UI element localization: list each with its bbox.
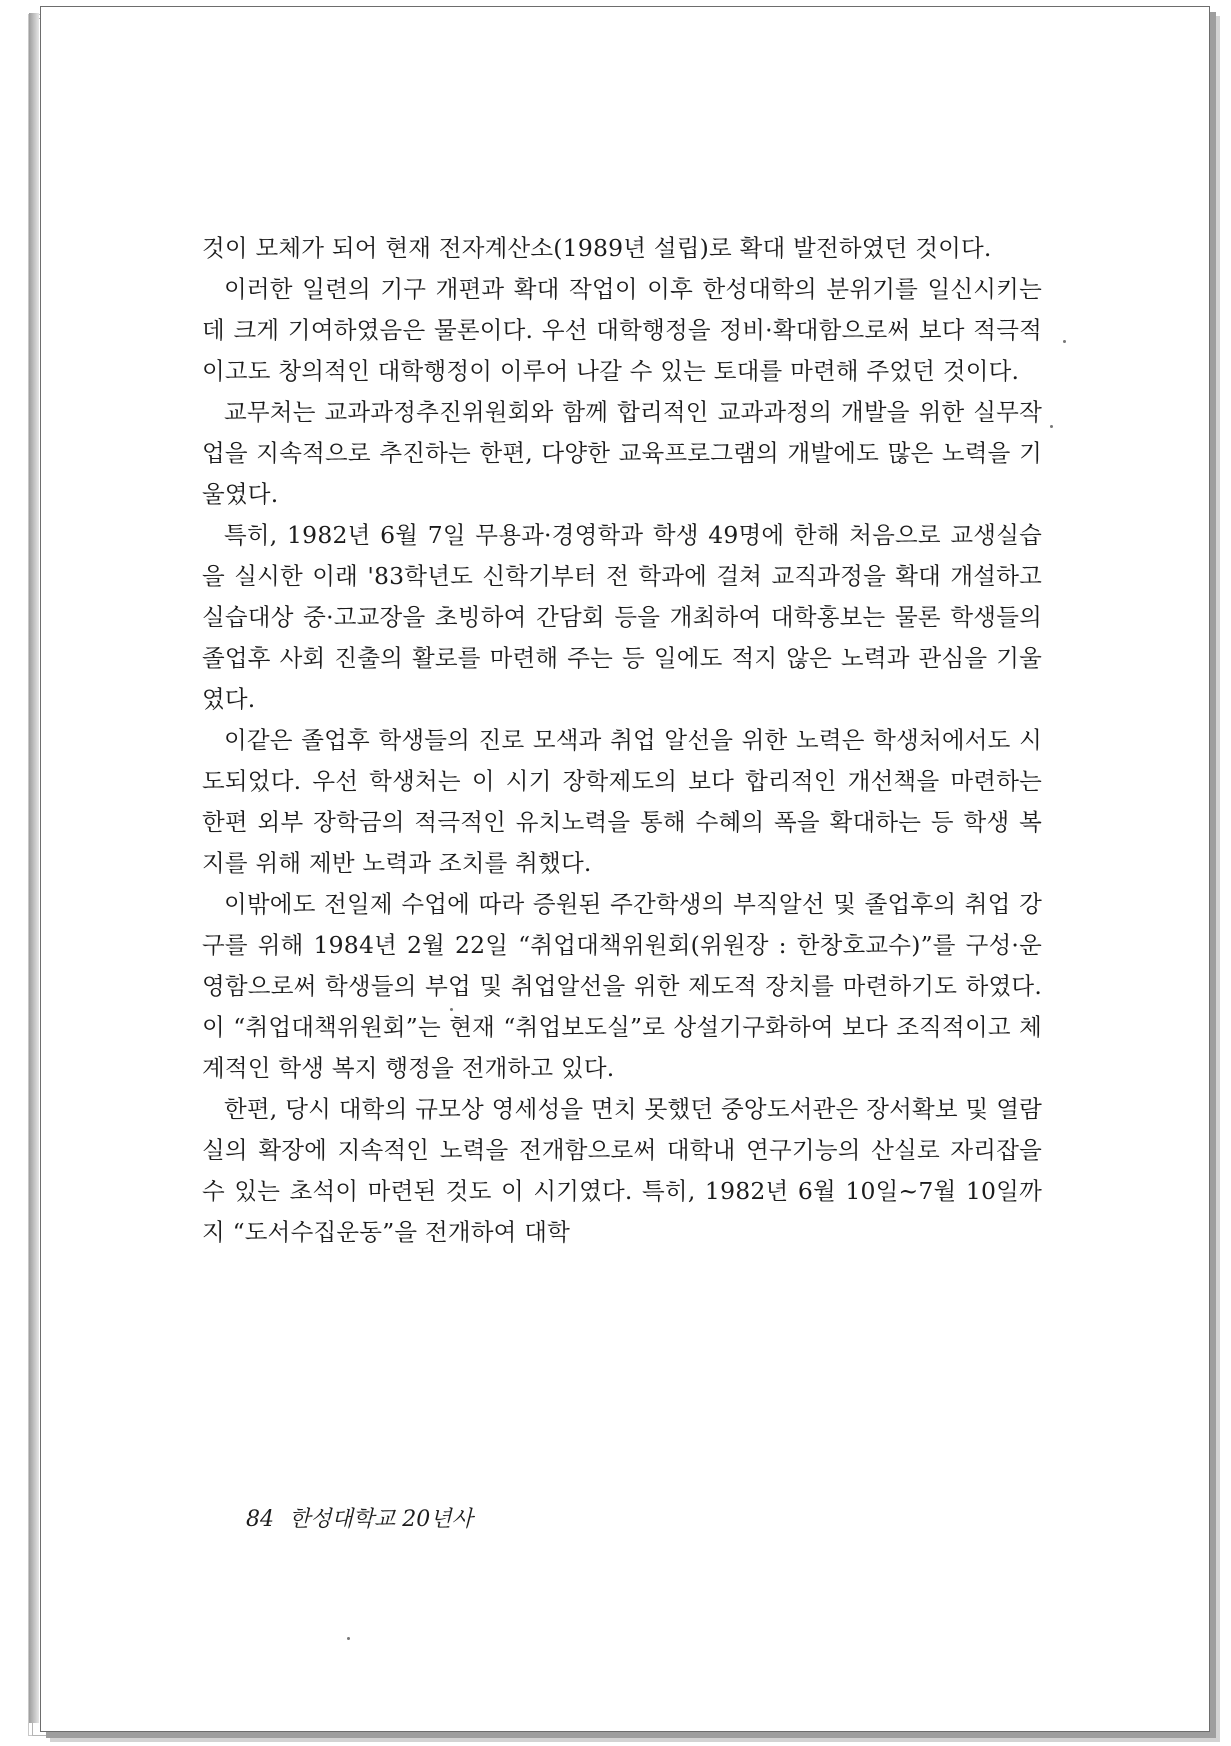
paragraph: 한편, 당시 대학의 규모상 영세성을 면치 못했던 중앙도서관은 장서확보 및 열람실의 확장에 지속적인 노력을 전개함으로써 대학내 연구기능의 산실로 자리잡을 수 있는 초석이 마련된 것도 이 시기였다. 특히, 1982년 6월 10일~7월 10일까지 “도서수집운동”을 전개하여 대학: [202, 1095, 1042, 1246]
book-title: 한성대학교 20년사: [289, 1507, 473, 1532]
scan-speck: [347, 1637, 350, 1640]
paragraph: 특히, 1982년 6월 7일 무용과·경영학과 학생 49명에 한해 처음으로 교생실습을 실시한 이래 '83학년도 신학기부터 전 학과에 걸쳐 교직과정을 확대 개설하고 실습대상 중·고교장을 초빙하여 간담회 등을 개최하여 대학홍보는 물론 학생들의 졸업후 사회 진출의 활로를 마련해 주는 등 일에도 적지 않은 노력과 관심을 기울였다.: [202, 521, 1042, 713]
paragraph: 교무처는 교과과정추진위원회와 함께 합리적인 교과과정의 개발을 위한 실무작업을 지속적으로 추진하는 한편, 다양한 교육프로그램의 개발에도 많은 노력을 기울였다.: [202, 398, 1042, 508]
page-number: 84: [246, 1507, 274, 1532]
scan-speck: [1050, 425, 1053, 428]
paragraph: 이같은 졸업후 학생들의 진로 모색과 취업 알선을 위한 노력은 학생처에서도 시도되었다. 우선 학생처는 이 시기 장학제도의 보다 합리적인 개선책을 마련하는 한편 외부 장학금의 적극적인 유치노력을 통해 수혜의 폭을 확대하는 등 학생 복지를 위해 제반 노력과 조치를 취했다.: [202, 726, 1042, 877]
paragraph-continuation: 것이 모체가 되어 현재 전자계산소(1989년 설립)로 확대 발전하였던 것이다.: [202, 234, 992, 262]
paragraph: 이밖에도 전일제 수업에 따라 증원된 주간학생의 부직알선 및 졸업후의 취업 강구를 위해 1984년 2월 22일 “취업대책위원회(위원장 : 한창호교수)”를 구성·운영함으로써 학생들의 부업 및 취업알선을 위한 제도적 장치를 마련하기도 하였다. 이 “취업대책위원회”는 현재 “취업보도실”로 상설기구화하여 보다 조직적이고 체계적인 학생 복지 행정을 전개하고 있다.: [202, 890, 1042, 1082]
paragraph: 이러한 일련의 기구 개편과 확대 작업이 이후 한성대학의 분위기를 일신시키는데 크게 기여하였음은 물론이다. 우선 대학행정을 정비·확대함으로써 보다 적극적이고도 창의적인 대학행정이 이루어 나갈 수 있는 토대를 마련해 주었던 것이다.: [202, 275, 1042, 385]
page-footer: [246, 1502, 473, 1533]
scan-speck: [450, 1008, 453, 1011]
body-text: [202, 228, 1042, 1253]
scan-speck: [1063, 340, 1066, 343]
